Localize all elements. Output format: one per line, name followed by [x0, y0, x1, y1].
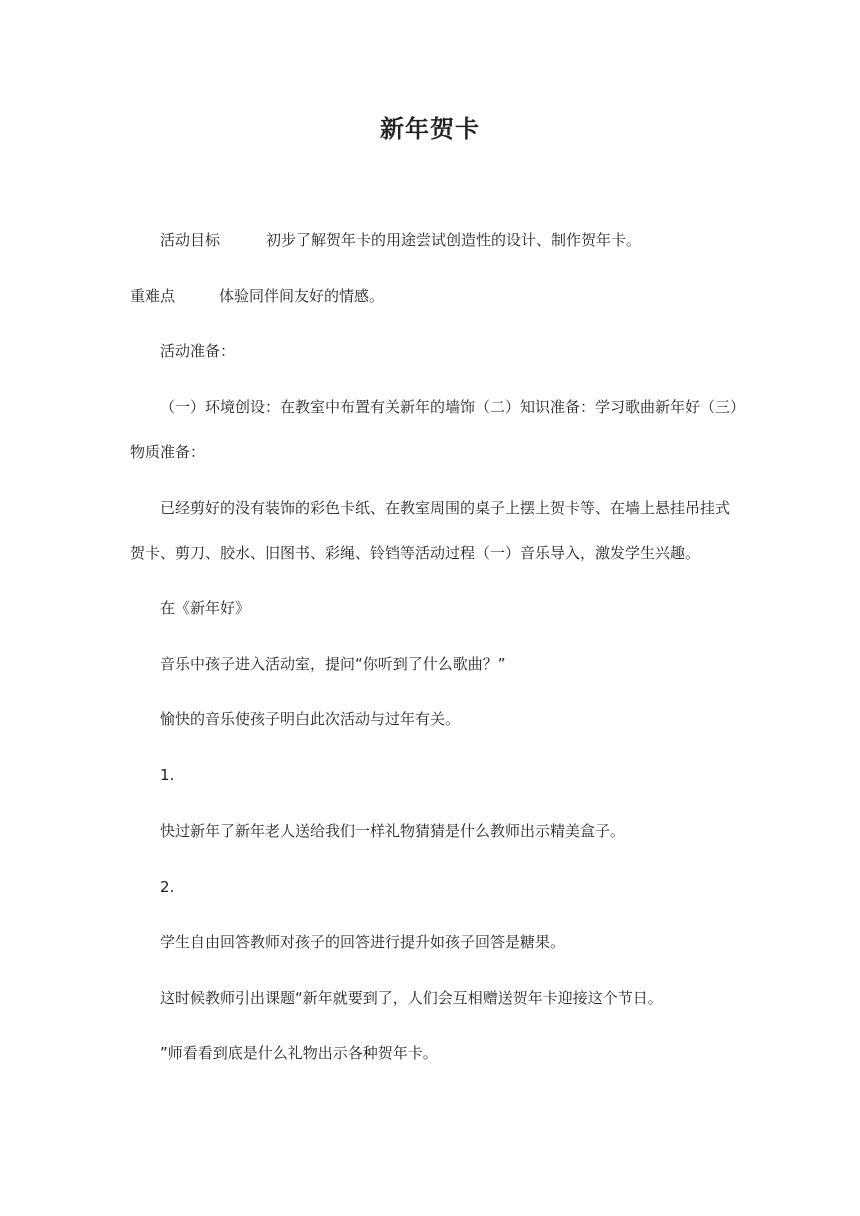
- paragraph-topic: 这时候教师引出课题“新年就要到了，人们会互相赠送贺年卡迎接这个节日。: [160, 989, 663, 1007]
- goal-label: 活动目标: [160, 231, 221, 249]
- materials-line-1: 已经剪好的没有装饰的彩色卡纸、在教室周围的桌子上摆上贺卡等、在墙上悬挂吊挂式: [160, 499, 731, 517]
- materials-line-2: 贺卡、剪刀、胶水、旧图书、彩绳、铃铛等活动过程（一）音乐导入，激发学生兴趣。: [130, 544, 701, 562]
- prep-line-1: （一）环境创设：在教室中布置有关新年的墙饰（二）知识准备：学习歌曲新年好（三）: [160, 398, 746, 416]
- key-label: 重难点: [130, 287, 176, 305]
- paragraph-music: 音乐中孩子进入活动室，提问“你听到了什么歌曲？”: [160, 655, 506, 673]
- paragraph-gift: 快过新年了新年老人送给我们一样礼物猜猜是什么教师出示精美盒子。: [160, 822, 626, 840]
- list-number-1: 1.: [160, 766, 175, 784]
- key-line: [130, 285, 384, 307]
- list-number-2: 2.: [160, 878, 175, 896]
- key-text: 体验同伴间友好的情感。: [219, 287, 385, 305]
- goal-line: [160, 229, 641, 251]
- paragraph-answer: 学生自由回答教师对孩子的回答进行提升如孩子回答是糖果。: [160, 933, 566, 951]
- prep-heading: 活动准备：: [160, 342, 236, 360]
- prep-line-2: 物质准备：: [130, 443, 206, 461]
- paragraph-happy: 愉快的音乐使孩子明白此次活动与过年有关。: [160, 710, 461, 728]
- document-title: 新年贺卡: [380, 115, 480, 143]
- paragraph-show: ”师看看到底是什么礼物出示各种贺年卡。: [160, 1044, 438, 1062]
- goal-text: 初步了解贺年卡的用途尝试创造性的设计、制作贺年卡。: [266, 231, 642, 249]
- paragraph-song: 在《新年好》: [160, 599, 251, 617]
